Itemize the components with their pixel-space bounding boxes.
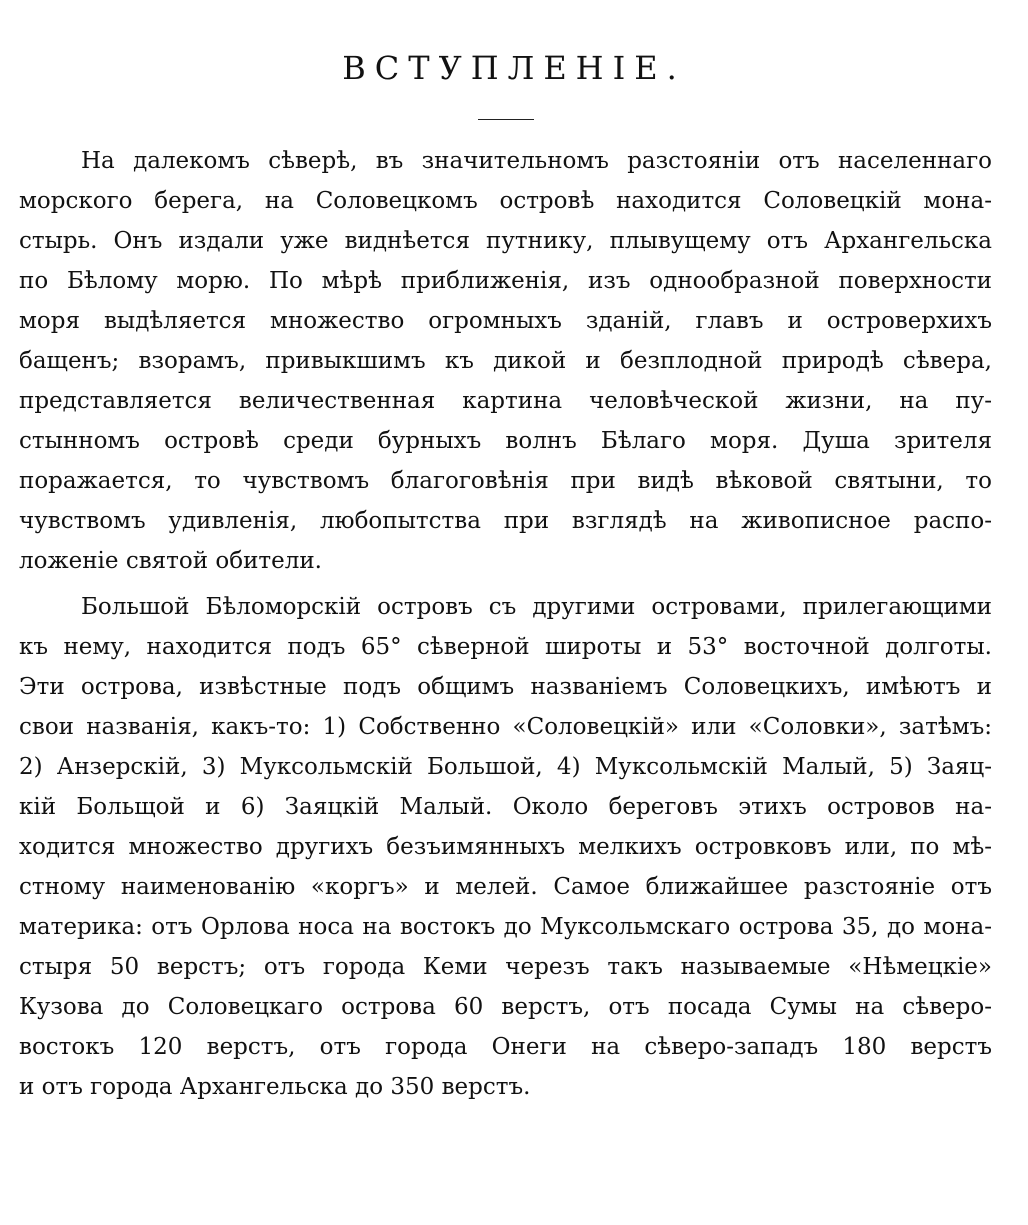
text-line: къ нему, находится подъ 65° сѣверной широты и 53° восточной долготы. [19, 634, 992, 660]
text-line: Кузова до Соловецкаго острова 60 верстъ, отъ посада Сумы на сѣверо- [19, 994, 992, 1020]
text-line: Большой Бѣломорскій островъ съ другими островами, прилегающими [81, 594, 992, 620]
body-text [19, 141, 992, 1107]
text-line: стырь. Онъ издали уже виднѣется путнику, плывущему отъ Архангельска [19, 228, 992, 254]
paragraph-2 [19, 587, 992, 1107]
text-line: На далекомъ сѣверѣ, въ значительномъ разстояніи отъ населеннаго [81, 148, 992, 174]
text-line: чувствомъ удивленія, любопытства при взглядѣ на живописное распо- [19, 508, 992, 534]
text-line: ходится множество другихъ безъимянныхъ мелкихъ островковъ или, по мѣ- [19, 834, 992, 860]
paragraph-1 [19, 141, 992, 581]
text-line: по Бѣлому морю. По мѣрѣ приближенія, изъ однообразной поверхности [19, 268, 992, 294]
title-divider [478, 119, 534, 120]
text-line: стынномъ островѣ среди бурныхъ волнъ Бѣлаго моря. Душа зрителя [19, 428, 992, 454]
text-line: свои названія, какъ-то: 1) Собственно «Соловецкій» или «Соловки», затѣмъ: [19, 714, 992, 740]
text-line: кій Больщой и 6) Заяцкій Малый. Около береговъ этихъ островов на- [19, 794, 992, 820]
text-line: стному наименованію «коргъ» и мелей. Самое ближайшее разстояніе отъ [19, 874, 992, 900]
text-line: стыря 50 верстъ; отъ города Кеми черезъ такъ называемые «Нѣмецкіе» [19, 954, 992, 980]
text-line: представляется величественная картина человѣческой жизни, на пу- [19, 388, 992, 414]
text-line: поражается, то чувствомъ благоговѣнія при видѣ вѣковой святыни, то [19, 468, 992, 494]
text-line: ложеніе святой обители. [19, 548, 322, 574]
text-line: морского берега, на Соловецкомъ островѣ находится Соловецкій мона- [19, 188, 992, 214]
text-line: Эти острова, извѣстные подъ общимъ названіемъ Соловецкихъ, имѣютъ и [19, 674, 992, 700]
text-line: моря выдѣляется множество огромныхъ зданій, главъ и островерхихъ [19, 308, 992, 334]
page-title: ВСТУПЛЕНІЕ. [342, 49, 686, 87]
text-line: материка: отъ Орлова носа на востокъ до Муксольмскаго острова 35, до мона- [19, 914, 992, 940]
text-line: 2) Анзерскій, 3) Муксольмскій Большой, 4) Муксольмскій Малый, 5) Заяц- [19, 754, 992, 780]
text-line: бащенъ; взорамъ, привыкшимъ къ дикой и безплодной природѣ сѣвера, [19, 348, 992, 374]
text-line: и отъ города Архангельска до 350 верстъ. [19, 1074, 531, 1100]
text-line: востокъ 120 верстъ, отъ города Онеги на сѣверо-западъ 180 верстъ [19, 1034, 992, 1060]
